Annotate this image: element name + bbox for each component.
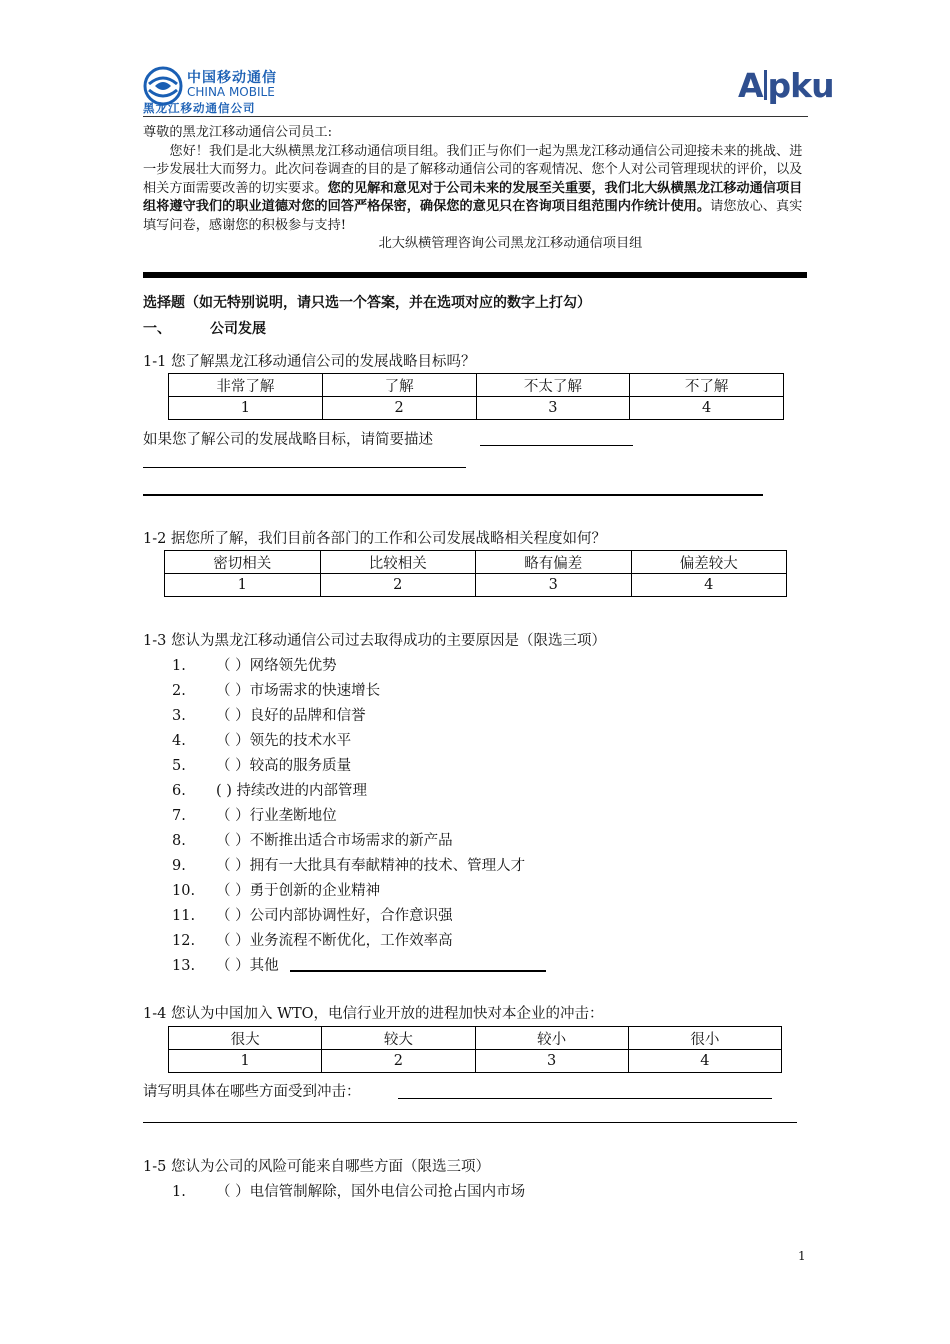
pku-logo bbox=[738, 66, 834, 111]
q1-4-option[interactable]: 1 bbox=[169, 1050, 322, 1073]
q1-4-option[interactable]: 2 bbox=[322, 1050, 475, 1073]
china-mobile-logo bbox=[143, 66, 303, 116]
pku-logo-left: A bbox=[738, 66, 763, 105]
item-text: （ ）较高的服务质量 bbox=[216, 758, 352, 774]
signature: 北大纵横管理咨询公司黑龙江移动通信项目组 bbox=[378, 236, 643, 251]
item-number: 6. bbox=[172, 783, 186, 799]
logo-subsidiary-name: 黑龙江移动通信公司 bbox=[143, 101, 256, 115]
item-number: 8. bbox=[172, 833, 186, 849]
list-item[interactable] bbox=[172, 829, 453, 850]
q1-4-header: 较大 bbox=[322, 1027, 475, 1050]
item-number: 1. bbox=[172, 658, 186, 674]
list-item[interactable] bbox=[172, 704, 366, 725]
q1-4-header: 很大 bbox=[169, 1027, 322, 1050]
instruction: 选择题（如无特别说明，请只选一个答案，并在选项对应的数字上打勾） bbox=[143, 295, 591, 311]
list-item[interactable] bbox=[172, 804, 337, 825]
list-item[interactable] bbox=[172, 754, 351, 775]
q1-5-options-list bbox=[172, 1180, 732, 1204]
item-number: 5. bbox=[172, 758, 186, 774]
q1-2-header: 密切相关 bbox=[165, 551, 321, 574]
q1-3-options-list bbox=[172, 654, 732, 984]
q1-4-header: 较小 bbox=[475, 1027, 628, 1050]
intro-body-bold: 您的见解和意见对于公司未来的发展至关重要，我们北大纵横黑龙江移动通信项目组将遵守我们的职业道德对您的回答严格保密，确保您的意见只在咨询项目组范围内作统计使用。 bbox=[143, 180, 803, 214]
section-divider bbox=[143, 272, 807, 278]
page-number: 1 bbox=[798, 1249, 806, 1263]
q1-1-options-table bbox=[168, 373, 784, 420]
list-item[interactable] bbox=[172, 904, 453, 925]
question-1-3: 1-3 您认为黑龙江移动通信公司过去取得成功的主要原因是（限选三项） bbox=[143, 633, 606, 649]
q1-1-followup: 如果您了解公司的发展战略目标，请简要描述 bbox=[143, 432, 433, 448]
q1-1-header: 不太了解 bbox=[476, 374, 630, 397]
q1-4-option[interactable]: 3 bbox=[475, 1050, 628, 1073]
item-text: （ ）不断推出适合市场需求的新产品 bbox=[216, 833, 453, 849]
item-number: 10. bbox=[172, 883, 196, 899]
q1-2-header: 略有偏差 bbox=[476, 551, 632, 574]
question-1-2: 1-2 据您所了解，我们目前各部门的工作和公司发展战略相关程度如何？ bbox=[143, 531, 606, 547]
q1-4-option[interactable]: 4 bbox=[628, 1050, 781, 1073]
list-item[interactable] bbox=[172, 779, 367, 800]
list-item[interactable] bbox=[172, 679, 380, 700]
pku-logo-bar bbox=[764, 70, 767, 100]
q1-3-other-answer-line[interactable] bbox=[290, 970, 546, 972]
item-number: 12. bbox=[172, 933, 196, 949]
q1-4-header: 很小 bbox=[628, 1027, 781, 1050]
item-number: 4. bbox=[172, 733, 186, 749]
item-text: （ ）行业垄断地位 bbox=[216, 808, 337, 824]
q1-4-answer-line[interactable] bbox=[398, 1098, 772, 1099]
q1-1-answer-line[interactable] bbox=[480, 445, 633, 446]
list-item[interactable] bbox=[172, 654, 337, 675]
question-1-4: 1-4 您认为中国加入 WTO，电信行业开放的进程加快对本企业的冲击： bbox=[143, 1006, 604, 1022]
q1-2-option[interactable]: 3 bbox=[476, 574, 632, 597]
q1-2-header: 比较相关 bbox=[320, 551, 476, 574]
item-number: 9. bbox=[172, 858, 186, 874]
list-item[interactable] bbox=[172, 929, 453, 950]
q1-1-header: 非常了解 bbox=[169, 374, 323, 397]
header-rule bbox=[143, 116, 808, 117]
item-text: （ ）市场需求的快速增长 bbox=[216, 683, 381, 699]
q1-2-option[interactable]: 4 bbox=[631, 574, 787, 597]
list-item[interactable] bbox=[172, 729, 351, 750]
intro-body-plain: 您好！我们是北大纵横黑龙江移动通信项目组。我们正与你们一起为黑龙江移动通信公司迎接未来的挑战、进一步发展壮大而努力。此次问卷调查的目的是了解移动通信公司的客观情况、您个人对公司管理现状的评价，以及相关方面需要改善的切实要求。 bbox=[143, 143, 803, 196]
q1-1-answer-line[interactable] bbox=[143, 467, 466, 468]
item-text: ( ) 持续改进的内部管理 bbox=[216, 783, 368, 799]
item-text: （ ）勇于创新的企业精神 bbox=[216, 883, 381, 899]
section-title: 公司发展 bbox=[210, 321, 266, 337]
pku-logo-right: pku bbox=[767, 66, 834, 105]
item-number: 3. bbox=[172, 708, 186, 724]
list-item[interactable] bbox=[172, 1180, 525, 1201]
item-text: （ ）拥有一大批具有奉献精神的技术、管理人才 bbox=[216, 858, 526, 874]
question-1-5: 1-5 您认为公司的风险可能来自哪些方面（限选三项） bbox=[143, 1159, 490, 1175]
q1-2-option[interactable]: 2 bbox=[320, 574, 476, 597]
q1-2-option[interactable]: 1 bbox=[165, 574, 321, 597]
item-number: 11. bbox=[172, 908, 196, 924]
q1-2-header: 偏差较大 bbox=[631, 551, 787, 574]
question-1-1: 1-1 您了解黑龙江移动通信公司的发展战略目标吗？ bbox=[143, 354, 476, 370]
logo-chinese-name: 中国移动通信 bbox=[187, 70, 277, 86]
item-text: （ ）业务流程不断优化，工作效率高 bbox=[216, 933, 453, 949]
item-text: （ ）网络领先优势 bbox=[216, 658, 337, 674]
q1-1-header: 不了解 bbox=[630, 374, 784, 397]
item-number: 13. bbox=[172, 958, 196, 974]
salutation: 尊敬的黑龙江移动通信公司员工: bbox=[143, 125, 333, 140]
item-text: （ ）良好的品牌和信誉 bbox=[216, 708, 366, 724]
q1-1-option[interactable]: 4 bbox=[630, 397, 784, 420]
section-number: 一、 bbox=[143, 321, 171, 337]
item-number: 1. bbox=[172, 1184, 186, 1200]
q1-4-options-table bbox=[168, 1026, 782, 1073]
intro-letter bbox=[143, 124, 808, 254]
intro-body-tail: 请您放心、真实填写问卷，感谢您的积极参与支持! bbox=[143, 199, 803, 233]
q1-1-option[interactable]: 3 bbox=[476, 397, 630, 420]
item-text: （ ）其他 bbox=[216, 958, 279, 974]
q1-1-answer-line[interactable] bbox=[143, 494, 763, 496]
q1-2-options-table bbox=[164, 550, 787, 597]
q1-4-answer-line[interactable] bbox=[143, 1122, 797, 1123]
q1-1-option[interactable]: 2 bbox=[322, 397, 476, 420]
item-text: （ ）公司内部协调性好，合作意识强 bbox=[216, 908, 453, 924]
q1-1-header: 了解 bbox=[322, 374, 476, 397]
list-item[interactable] bbox=[172, 954, 279, 975]
q1-1-option[interactable]: 1 bbox=[169, 397, 323, 420]
list-item[interactable] bbox=[172, 854, 525, 875]
list-item[interactable] bbox=[172, 879, 380, 900]
item-number: 2. bbox=[172, 683, 186, 699]
intro-body bbox=[143, 143, 808, 236]
item-number: 7. bbox=[172, 808, 186, 824]
q1-4-followup: 请写明具体在哪些方面受到冲击： bbox=[143, 1084, 361, 1100]
logo-english-name: CHINA MOBILE bbox=[187, 85, 275, 99]
item-text: （ ）电信管制解除，国外电信公司抢占国内市场 bbox=[216, 1184, 526, 1200]
item-text: （ ）领先的技术水平 bbox=[216, 733, 352, 749]
